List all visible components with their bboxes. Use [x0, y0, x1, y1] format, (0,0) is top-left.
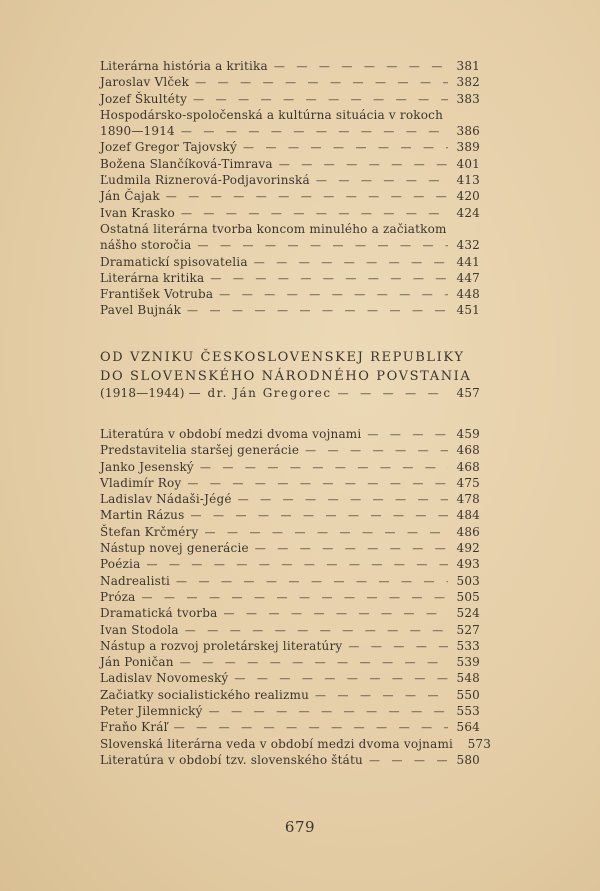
toc-entry-title: Ladislav Novomeský	[100, 671, 229, 686]
toc-entry-title: Martin Rázus	[100, 508, 185, 523]
leader-dashes	[190, 508, 448, 524]
leader-dashes	[187, 476, 448, 492]
toc-entry	[100, 524, 480, 540]
page-number: 564	[456, 720, 480, 735]
toc-entry	[100, 752, 480, 768]
toc-entry-title: Peter Jilemnický	[100, 704, 203, 719]
toc-entry-title: Ivan Krasko	[100, 205, 175, 220]
toc-entry-title: Božena Slančíková-Timrava	[100, 156, 273, 171]
leader-dashes	[367, 427, 448, 443]
toc-entry-title: Jozef Škultéty	[100, 91, 188, 106]
toc-entry	[100, 270, 480, 286]
page-number: 389	[456, 140, 480, 155]
page-number: 386	[456, 124, 480, 139]
toc-entry	[100, 91, 480, 107]
toc-entry-title: nášho storočia	[100, 238, 192, 253]
page-number: 441	[456, 254, 480, 269]
toc-entry	[100, 123, 480, 139]
toc-entry-title: Dramatická tvorba	[100, 606, 218, 621]
leader-dashes	[146, 557, 448, 573]
toc-entry	[100, 221, 480, 237]
leader-dashes	[209, 704, 448, 720]
toc-entry	[100, 507, 480, 523]
toc-entry	[100, 74, 480, 90]
toc-entry-title: Začiatky socialistického realizmu	[100, 687, 310, 702]
toc-entry	[100, 302, 480, 318]
toc-entry-title: Ľudmila Riznerová-Podjavorinská	[100, 173, 310, 188]
page-number: 420	[456, 189, 480, 204]
leader-dashes	[369, 753, 448, 769]
leader-dashes	[254, 255, 448, 271]
toc-entry-title: Janko Jesenský	[100, 459, 194, 474]
toc-entry	[100, 573, 480, 589]
toc-entry	[100, 540, 480, 556]
leader-dashes	[185, 623, 448, 639]
toc-entry-title: Nástup novej generácie	[100, 541, 249, 556]
page-number: 524	[456, 606, 480, 621]
leader-dashes	[205, 525, 448, 541]
toc-entry-title: Ladislav Nádaši-Jégé	[100, 492, 232, 507]
toc-entry-title: Hospodársko-spoločenská a kultúrna situácia v rokoch	[100, 107, 444, 122]
leader-dashes	[223, 606, 448, 622]
toc-entry	[100, 237, 480, 253]
leader-dashes	[238, 492, 448, 508]
toc-entry-title: Literárna história a kritika	[100, 59, 268, 73]
page-folio: 679	[284, 818, 316, 836]
toc-entry-title: Pavel Bujnák	[100, 303, 182, 318]
toc-entry	[100, 459, 480, 475]
page-number: 553	[456, 704, 480, 719]
page-number: 573	[467, 736, 492, 751]
toc-entry-title: Dramatickí spisovatelia	[100, 254, 248, 269]
toc-entry	[100, 654, 480, 670]
toc-part-1	[100, 58, 480, 319]
page-number: 383	[456, 91, 480, 106]
leader-dashes	[234, 671, 448, 687]
toc-entry-title: Literárna kritika	[100, 270, 205, 285]
toc-entry-title: Štefan Krčméry	[100, 524, 199, 539]
toc-entry	[100, 687, 480, 703]
leader-dashes	[305, 443, 448, 459]
leader-dashes	[142, 590, 448, 606]
leader-dashes	[174, 720, 448, 736]
toc-part-2	[100, 426, 492, 768]
leader-dashes	[243, 140, 448, 156]
toc-entry	[100, 605, 480, 621]
page-number: 475	[456, 475, 480, 490]
page-number: 451	[456, 303, 480, 318]
toc-entry	[100, 670, 480, 686]
toc-entry-title: Slovenská literárna veda v období medzi dvoma vojnami	[100, 736, 454, 751]
toc-entry-title: Ostatná literárna tvorba koncom minulého a začiatkom	[100, 221, 447, 236]
leader-dashes	[180, 655, 448, 671]
page-number: 468	[456, 459, 480, 474]
page-number: 580	[456, 752, 480, 767]
page-number: 533	[456, 638, 480, 653]
leader-dashes	[315, 688, 448, 704]
toc-entry-title: Nadrealisti	[100, 573, 171, 588]
page-number: 527	[456, 622, 480, 637]
page-number: 468	[456, 443, 480, 458]
page-number: 548	[456, 671, 480, 686]
page-number: 381	[456, 59, 480, 73]
leader-dashes	[198, 238, 449, 254]
toc-entry-title: Jozef Gregor Tajovský	[100, 140, 237, 155]
page-number: 457	[456, 386, 480, 400]
page-number: 448	[456, 287, 480, 302]
toc-entry	[100, 638, 480, 654]
toc-entry	[100, 475, 480, 491]
toc-entry	[100, 205, 480, 221]
page-number: 550	[456, 687, 480, 702]
leader-dashes	[195, 75, 448, 91]
leader-dashes	[193, 92, 448, 108]
page-number: 432	[456, 238, 480, 253]
toc-entry	[100, 139, 480, 155]
leader-dashes	[255, 541, 448, 557]
leader-dashes	[181, 124, 448, 140]
section-heading	[100, 348, 480, 386]
leader-dashes	[279, 157, 448, 173]
toc-entry-title: Nástup a rozvoj proletárskej literatúry	[100, 638, 343, 653]
toc-entry	[100, 286, 480, 302]
leader-dashes	[316, 173, 448, 189]
toc-entry	[100, 172, 480, 188]
page-number: 424	[456, 205, 480, 220]
page-number: 478	[456, 492, 480, 507]
leader-dashes	[274, 59, 448, 75]
toc-entry	[100, 442, 480, 458]
toc-entry-title: Poézia	[100, 557, 141, 572]
toc-entry	[100, 58, 480, 74]
leader-dashes	[338, 386, 448, 402]
leader-dashes	[187, 303, 448, 319]
toc-entry	[100, 556, 480, 572]
toc-entry-title: Literatúra v období medzi dvoma vojnami	[100, 427, 362, 441]
page-number: 401	[456, 156, 480, 171]
toc-entry	[100, 622, 480, 638]
toc-entry-title: Ivan Stodola	[100, 622, 179, 637]
toc-entry	[100, 703, 480, 719]
toc-entry	[100, 491, 480, 507]
page-number: 503	[456, 573, 480, 588]
page-number: 505	[456, 589, 480, 604]
toc-entry-title: 1890—1914	[100, 124, 175, 139]
page-number: 492	[456, 541, 480, 556]
page-number: 484	[456, 508, 480, 523]
toc-entry	[100, 188, 480, 204]
toc-entry	[100, 107, 480, 123]
leader-dashes	[176, 574, 448, 590]
toc-entry-title: Predstavitelia staršej generácie	[100, 443, 300, 458]
leader-dashes	[166, 189, 448, 205]
toc-entry	[100, 385, 480, 401]
section-years: (1918—1944)	[100, 386, 185, 400]
toc-entry-title: Literatúra v období tzv. slovenského štátu	[100, 752, 363, 767]
page-number: 486	[456, 524, 480, 539]
page-number: 447	[456, 270, 480, 285]
toc-entry-title: Vladimír Roy	[100, 475, 182, 490]
section-author-row	[100, 385, 480, 401]
page-number: 493	[456, 557, 480, 572]
toc-entry	[100, 736, 492, 752]
leader-dashes	[200, 460, 448, 476]
toc-entry	[100, 156, 480, 172]
section-author: — dr. Ján Gregorec	[188, 386, 332, 400]
page-number: 413	[456, 173, 480, 188]
toc-entry-title: Próza	[100, 589, 136, 604]
toc-entry	[100, 589, 480, 605]
leader-dashes	[181, 206, 448, 222]
page-number: 382	[456, 75, 480, 90]
leader-dashes	[219, 287, 448, 303]
toc-entry-title: Ján Čajak	[100, 189, 160, 204]
toc-entry-title: Ján Poničan	[100, 655, 174, 670]
section-heading-line-2: DO SLOVENSKÉHO NÁRODNÉHO POVSTANIA	[100, 369, 472, 384]
leader-dashes	[210, 271, 448, 287]
page-number: 459	[456, 427, 480, 441]
page-number: 539	[456, 655, 480, 670]
toc-entry	[100, 426, 480, 442]
leader-dashes	[348, 639, 448, 655]
toc-entry	[100, 719, 480, 735]
toc-entry	[100, 254, 480, 270]
section-heading-line-1: OD VZNIKU ČESKOSLOVENSKEJ REPUBLIKY	[100, 350, 465, 365]
toc-entry-title: František Votruba	[100, 287, 214, 302]
toc-entry-title: Jaroslav Vlček	[100, 75, 190, 90]
toc-entry-title: Fraňo Kráľ	[100, 720, 168, 735]
